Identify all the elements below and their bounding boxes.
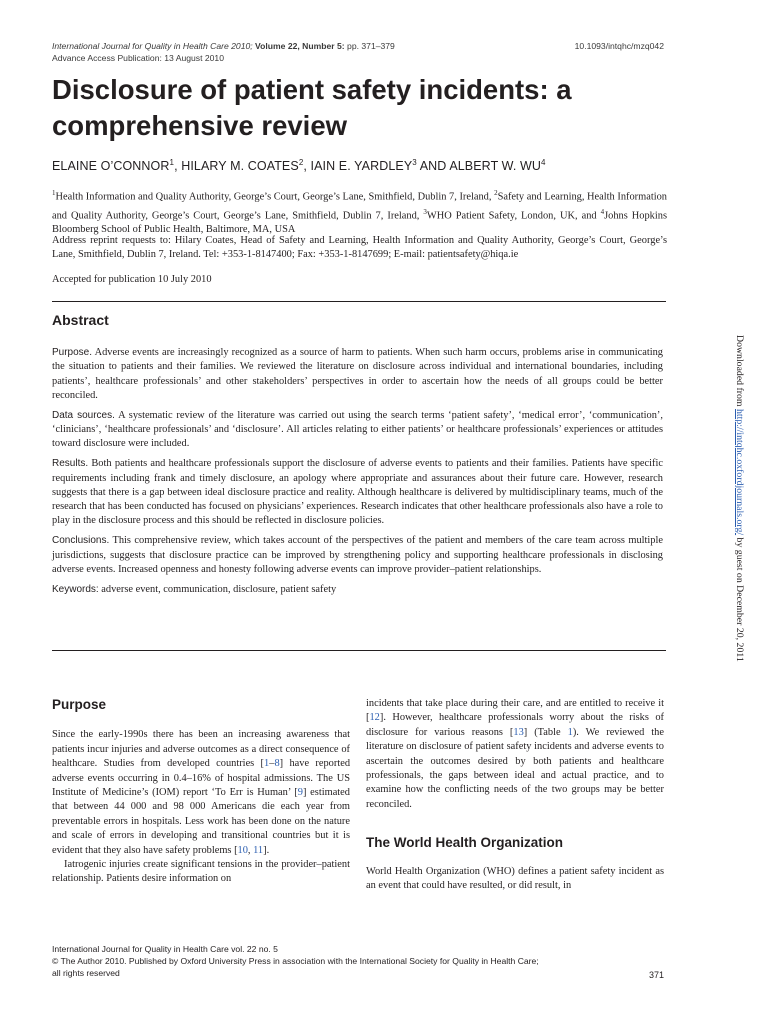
abstract-data-sources xyxy=(52,409,663,452)
abstract-conclusions-text: This comprehensive review, which takes account of the perspectives of the patient and members of the care team across multiple jurisdictions, suggests that disclosure practice can be improved by strengthening policy and supporting healthcare professionals in disclosing adverse events. Increased openness and honesty following adverse events can improve provider–patient relationships. xyxy=(52,535,663,575)
author-list xyxy=(52,158,672,173)
abstract-purpose-text: Adverse events are increasingly recognized as a source of harm to patients. When such harm occurs, problems arise in communicating the situation to patients and their families. We reviewed the literature on disclosure across individual and international boundaries, including patients’, healthcare professionals’ and other stakeholders’ perspectives in order to ascertain how the needs of all groups could be better reconciled. xyxy=(52,347,663,401)
download-watermark xyxy=(735,335,755,695)
author-affiliation-mark: 2 xyxy=(298,158,304,167)
text-run: incidents that take place during their care, and are entitled to receive it [ xyxy=(366,698,664,724)
keywords-label: Keywords: xyxy=(52,583,99,595)
affiliation-mark: 1 xyxy=(52,189,56,197)
right-column xyxy=(366,697,664,893)
abstract-bottom-rule xyxy=(52,650,666,651)
citation-link[interactable]: 8 xyxy=(274,758,280,770)
citation-link[interactable]: 11 xyxy=(253,844,264,856)
text-run: ]. However, healthcare professionals worry about the risks of disclosure for various reasons [ xyxy=(366,712,664,738)
watermark-prefix: Downloaded from xyxy=(734,335,745,410)
abstract-conclusions-label: Conclusions. xyxy=(52,535,110,547)
journal-pages: pp. 371–379 xyxy=(347,41,395,51)
article-title: Disclosure of patient safety incidents: a comprehensive review xyxy=(52,74,572,141)
abstract-top-rule xyxy=(52,301,666,302)
footer-copyright: © The Author 2010. Published by Oxford University Press in association with the International Society for Quality in Health Care; xyxy=(52,956,539,966)
doi: 10.1093/intqhc/mzq042 xyxy=(574,41,664,51)
reprint-requests: Address reprint requests to: Hilary Coates, Head of Safety and Learning, Health Information and Quality Authority, George’s Court, George’s Lane, Smithfield, Dublin 7, Ireland. Tel: +353-1-8147400; Fax: +353-1-8147699; E-mail: patientsafety@hiqa.ie xyxy=(52,235,667,261)
page-footer xyxy=(52,943,664,979)
author-name: , HILARY M. COATES xyxy=(174,159,299,174)
abstract-keywords xyxy=(52,583,663,597)
page-number: 371 xyxy=(648,970,664,980)
section-heading-who: The World Health Organization xyxy=(366,835,564,851)
affiliation-mark: 2 xyxy=(494,189,498,197)
abstract-heading: Abstract xyxy=(52,312,109,328)
citation-link[interactable]: 10 xyxy=(237,844,248,856)
affiliation-mark: 3 xyxy=(423,207,427,216)
journal-url-link[interactable]: http://intqhc.oxfordjournals.org/ xyxy=(734,409,745,536)
text-run: ). We reviewed the literature on disclosure of patient safety incidents and adverse events to ascertain the outcomes desired by both patients and healthcare professionals, the gaps between ideal and actual practice, and to examine how the conflicting needs of the two groups may be better reconciled. xyxy=(366,726,664,810)
download-watermark-text xyxy=(734,335,745,662)
abstract-conclusions xyxy=(52,534,663,577)
citation-link[interactable]: 13 xyxy=(513,726,524,738)
body-paragraph xyxy=(366,697,664,812)
running-head xyxy=(52,40,664,64)
citation-link[interactable]: 12 xyxy=(369,712,380,724)
body-paragraph xyxy=(52,728,350,858)
section-heading-purpose: Purpose xyxy=(52,697,107,712)
advance-access: Advance Access Publication: 13 August 2010 xyxy=(52,53,224,63)
watermark-suffix: by guest on December 20, 2011 xyxy=(734,535,745,662)
abstract-purpose xyxy=(52,346,663,403)
citation-link[interactable]: 9 xyxy=(297,787,303,799)
keywords-text: adverse event, communication, disclosure, patient safety xyxy=(98,583,337,595)
abstract-data-sources-text: A systematic review of the literature was carried out using the search terms ‘patient safety’, ‘medical error’, ‘communication’, ‘clinicians’, ‘healthcare professionals’ and ‘disclosure’. All articles relating to either patients’ or healthcare professionals’ experiences or attitudes toward disclosure were included. xyxy=(52,409,663,450)
affiliation-text: Health Information and Quality Authority, George’s Court, George’s Lane, Smithfield, Dublin 7, Ireland, xyxy=(55,191,495,203)
affiliation-text: Safety and Learning, Health Information and Quality Authority, George’s Court, George’s Lane, Smithfield, Dublin 7, Ireland, xyxy=(52,191,667,222)
text-run: , xyxy=(247,844,254,856)
affiliation-text: Johns Hopkins Bloomberg School of Public Health, Baltimore, MA, USA xyxy=(52,210,667,236)
text-run: Since the early-1990s there has been an increasing awareness that patients incur injuries and adverse outcomes as a direct consequence of healthcare. Studies from developed countries [ xyxy=(52,729,350,770)
author-affiliation-mark: 4 xyxy=(541,158,546,167)
text-run: ]. xyxy=(263,844,270,856)
affiliations xyxy=(52,186,667,238)
text-run: ] estimated that between 44 000 and 98 000 Americans die each year from preventable errors in hospitals. Less work has been done on the nature and scale of errors in developing and transitional countries but it is evident that they also have safety problems [ xyxy=(52,787,350,856)
abstract-body xyxy=(52,346,663,603)
footer-rights: all rights reserved xyxy=(52,968,120,978)
body-paragraph: World Health Organization (WHO) defines a patient safety incident as an event that could have resulted, or did result, in xyxy=(366,865,664,892)
left-column xyxy=(52,698,350,887)
abstract-results-label: Results. xyxy=(52,458,89,470)
affiliation-text: WHO Patient Safety, London, UK, and xyxy=(426,210,601,222)
author-name: , IAIN E. YARDLEY xyxy=(303,159,413,174)
accepted-date: Accepted for publication 10 July 2010 xyxy=(52,274,212,285)
author-name: AND ALBERT W. WU xyxy=(416,159,542,174)
author-affiliation-mark: 3 xyxy=(412,158,417,167)
journal-name: International Journal for Quality in Health Care 2010; xyxy=(52,41,253,51)
text-run: – xyxy=(269,758,275,770)
affiliation-mark: 4 xyxy=(600,207,605,216)
body-paragraph: Iatrogenic injuries create significant tensions in the provider–patient relationship. Patients desire information on xyxy=(52,859,350,885)
author-affiliation-mark: 1 xyxy=(169,158,175,167)
author-name: ELAINE O’CONNOR xyxy=(52,159,170,174)
journal-volume: Volume 22, Number 5: xyxy=(255,41,345,51)
abstract-results-text: Both patients and healthcare professionals support the disclosure of adverse events to patients and their families. Patients have specific requirements including frank and timely disclosure, an apology where appropriate and assurances about their future care. However, research suggests that there is a gap between ideal disclosure practice and reality. Although healthcare is delivered by multidisciplinary teams, much of the research that has been conducted has focused on physicians’ experiences. Research indicates that other healthcare professionals also have a role to play in the disclosure process and this should be reflected in disclosure policies. xyxy=(52,458,663,527)
abstract-purpose-label: Purpose. xyxy=(52,347,93,358)
abstract-results xyxy=(52,457,663,528)
citation-link[interactable]: 1 xyxy=(264,758,270,770)
table-link[interactable]: 1 xyxy=(567,726,573,738)
footer-journal: International Journal for Quality in Health Care vol. 22 no. 5 xyxy=(52,944,278,954)
journal-citation xyxy=(52,40,664,52)
text-run: ] (Table xyxy=(523,726,568,738)
abstract-data-sources-label: Data sources. xyxy=(52,409,115,421)
text-run: ] have reported adverse events occurring in 0.4–16% of hospital admissions. The US Institute of Medicine’s (IOM) report ‘To Err is Human’ [ xyxy=(52,758,351,799)
